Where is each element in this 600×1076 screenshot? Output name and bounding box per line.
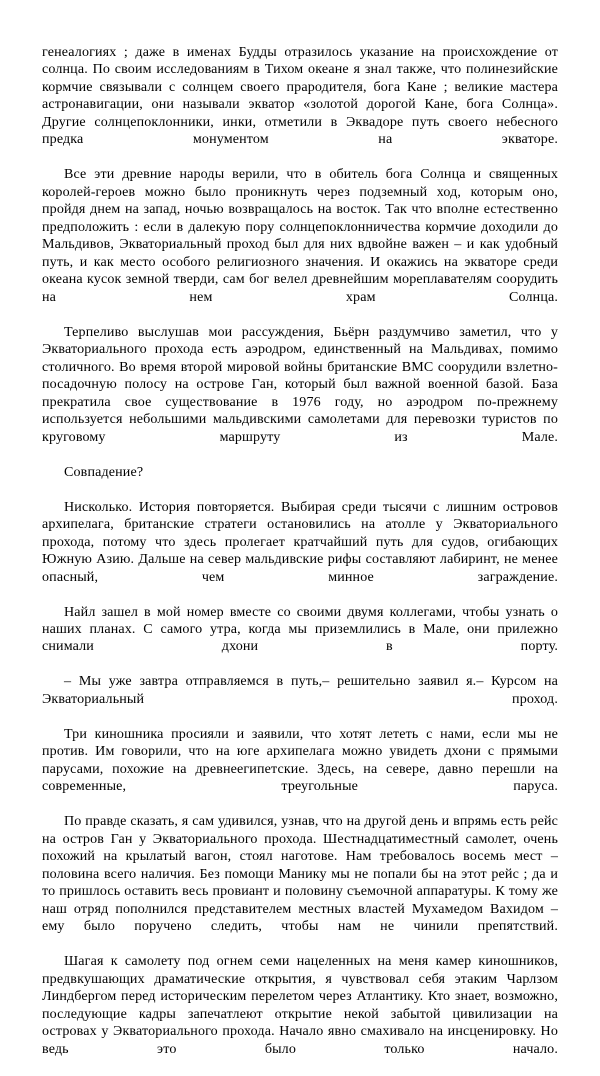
paragraph: По правде сказать, я сам удивился, узнав, что на другой день и впрямь есть рейс на остров Ган у Экваториального прохода. Шестнадцатиместный самолет, очень похожий на крылатый вагон, стоял наготове. Нам требовалось восемь мест – половина всего наличия. Без помощи Манику мы не попали бы на этот рейс ; да и то пришлось оставить весь провиант и половину съемочной аппаратуры. К тому же наш отряд пополнился представителем местных властей Мухамедом Вахидом – ему было поручено следить, чтобы нам не чинили препятствий. bbox=[42, 813, 558, 935]
paragraph: Все эти древние народы верили, что в обитель бога Солнца и священных королей-героев можно было проникнуть через подземный ход, которым оно, пройдя днем на запад, ночью возвращалось на восток. Так что вполне естественно предположить : если в далекую пору солнцепоклонничества кормчие доходили до Мальдивов, Экваториальный проход был для них вдвойне важен – и как удобный путь, и как место особого религиозного значения. И окажись на экваторе среди океана кусок земной тверди, сам бог велел древнейшим мореплавателям соорудить на нем храм Солнца. bbox=[42, 166, 558, 305]
paragraph: Найл зашел в мой номер вместе со своими двумя коллегами, чтобы узнать о наших планах. С самого утра, когда мы приземлились в Мале, они прилежно снимали дхони в порту. bbox=[42, 603, 558, 655]
paragraph: Шагая к самолету под огнем семи нацеленных на меня камер киношников, предвкушающих драматические открытия, я чувствовал себя этаким Чарлзом Линдбергом перед историческим перелетом через Атлантику. Кто знает, возможно, последующие кадры запечатлеют открытие некой забытой цивилизации на островах у Экваториального прохода. Начало явно смахивало на инсценировку. Но ведь это было только начало. bbox=[42, 953, 558, 1057]
paragraph: генеалогиях ; даже в именах Будды отразилось указание на происхождение от солнца. По своим исследованиям в Тихом океане я знал также, что полинезийские кормчие связывали с солнцем своего прародителя, бога Кане ; великие мастера астронавигации, они называли экватор «золотой дорогой Кане, бога Солнца». Другие солнцепоклонники, инки, отметили в Эквадоре путь своего небесного предка монументом на экваторе. bbox=[42, 44, 558, 148]
paragraph: Терпеливо выслушав мои рассуждения, Бьёрн раздумчиво заметил, что у Экваториального прохода есть аэродром, единственный на Мальдивах, помимо столичного. Во время второй мировой войны британские ВМС соорудили взлетно-посадочную полосу на острове Ган, который был важной военной базой. База прекратила свое существование в 1976 году, но аэродром по-прежнему используется небольшими мальдивскими самолетами для перевозки туристов по круговому маршруту из Мале. bbox=[42, 323, 558, 445]
paragraph: – Мы уже завтра отправляемся в путь,– решительно заявил я.– Курсом на Экваториальный проход. bbox=[42, 673, 558, 707]
paragraph: Совпадение? bbox=[64, 463, 144, 480]
paragraph: Нисколько. История повторяется. Выбирая среди тысячи с лишним островов архипелага, британские стратеги остановились на атолле у Экваториального прохода, потому что здесь пролегает кратчайший путь для судов, огибающих Южную Азию. Дальше на север мальдивские рифы составляют лабиринт, не менее опасный, чем минное заграждение. bbox=[42, 498, 558, 585]
paragraph: Три киношника просияли и заявили, что хотят лететь с нами, если мы не против. Им говорили, что на юге архипелага можно увидеть дхони с прямыми парусами, похожие на древнеегипетские. Здесь, на севере, давно перешли на современные, треугольные паруса. bbox=[42, 725, 558, 795]
text-column bbox=[42, 44, 558, 1076]
